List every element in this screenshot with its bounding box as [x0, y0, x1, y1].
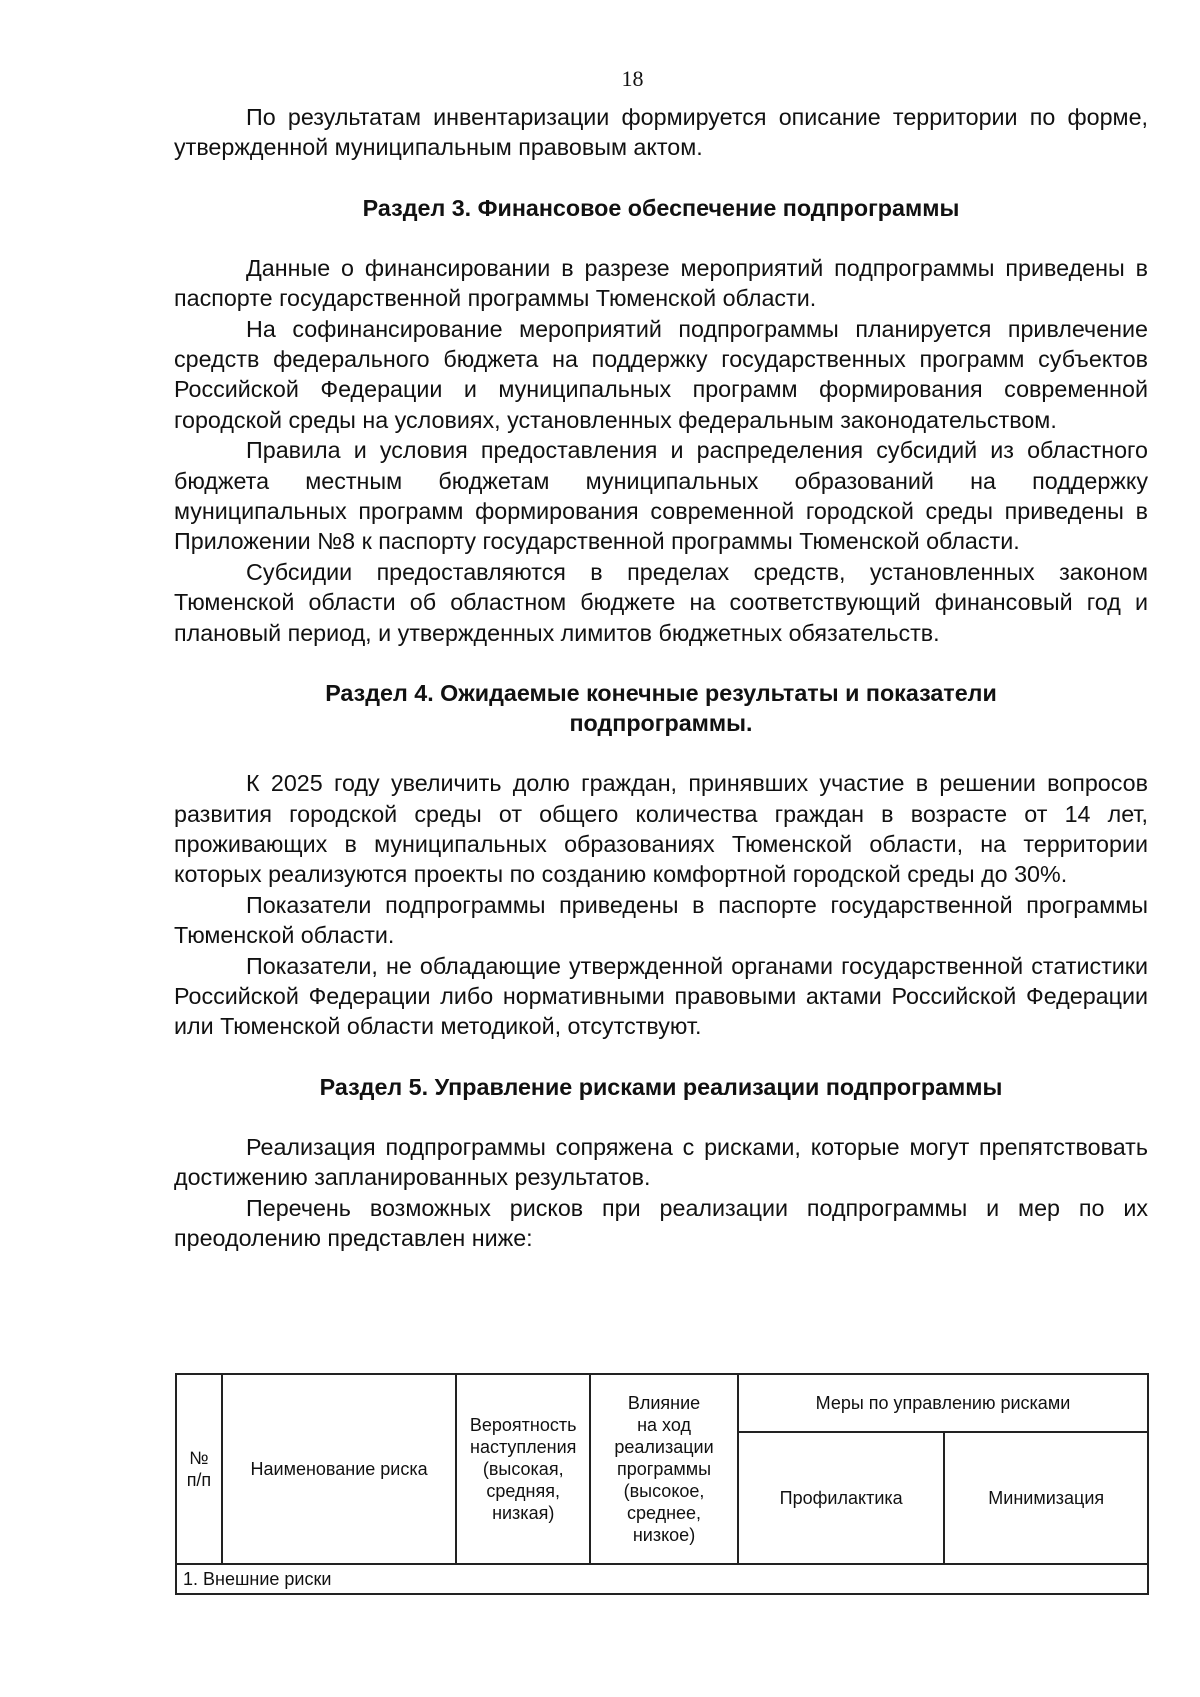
section-3-paragraph: Субсидии предоставляются в пределах средств, установленных законом Тюменской области об областном бюджете на соответствующий финансовый год и плановый период, и утвержденных лимитов бюджетных обязательств. [174, 558, 1148, 646]
document-body [174, 102, 1148, 1253]
section-4-paragraph: К 2025 году увеличить долю граждан, принявших участие в решении вопросов развития городской среды от общего количества граждан в возрасте от 14 лет, проживающих в муниципальных образованиях Тюменской области, на территории которых реализуются проекты по созданию комфортной городской среды до 30%. [174, 770, 1148, 888]
header-prevention: Профилактика [738, 1432, 945, 1564]
section-4-paragraph: Показатели подпрограммы приведены в паспорте государственной программы Тюменской области. [174, 891, 1148, 949]
header-minimization: Минимизация [944, 1432, 1148, 1564]
header-risk-measures: Меры по управлению рисками [738, 1374, 1148, 1432]
section-3-paragraph: Правила и условия предоставления и распределения субсидий из областного бюджета местным бюджетам муниципальных образований на поддержку муниципальных программ формирования современной городской среды приведены в Приложении №8 к паспорту государственной программы Тюменской области. [174, 437, 1148, 555]
section-5-paragraph: Перечень возможных рисков при реализации подпрограммы и мер по их преодолению представлен ниже: [174, 1194, 1148, 1251]
row-external-risks: 1. Внешние риски [176, 1564, 1148, 1594]
section-3-paragraph: На софинансирование мероприятий подпрограммы планируется привлечение средств федерального бюджета на поддержку государственных программ субъектов Российской Федерации и муниципальных программ формирования современной городской среды на условиях, установленных федеральным законодательством. [174, 315, 1148, 433]
header-impact: Влияние на ход реализации программы (высокое, среднее, низкое) [590, 1374, 738, 1564]
section-3-paragraph: Данные о финансировании в разрезе мероприятий подпрограммы приведены в паспорте государственной программы Тюменской области. [174, 254, 1148, 312]
header-probability: Вероятность наступления (высокая, средняя, низкая) [456, 1374, 590, 1564]
section-3-title: Раздел 3. Финансовое обеспечение подпрограммы [362, 194, 960, 221]
paragraph-inventory: По результатам инвентаризации формируется описание территории по форме, утвержденной муниципальным правовым актом. [174, 104, 1148, 161]
section-4-title [174, 678, 1148, 738]
header-risk-name: Наименование риска [222, 1374, 456, 1564]
section-5-title: Раздел 5. Управление рисками реализации подпрограммы [319, 1073, 1003, 1100]
section-4-title-line-1: Раздел 4. Ожидаемые конечные результаты и показатели [325, 680, 997, 707]
section-4-title-line-2: подпрограммы. [569, 710, 753, 737]
risk-management-table [175, 1373, 1149, 1595]
page-number: 18 [621, 66, 644, 91]
section-5-paragraph: Реализация подпрограммы сопряжена с рисками, которые могут препятствовать достижению запланированных результатов. [174, 1133, 1148, 1191]
section-4-paragraph: Показатели, не обладающие утвержденной органами государственной статистики Российской Федерации либо нормативными правовыми актами Российской Федерации или Тюменской области методикой, отсутствуют. [174, 952, 1148, 1040]
header-number: № п/п [176, 1374, 222, 1564]
